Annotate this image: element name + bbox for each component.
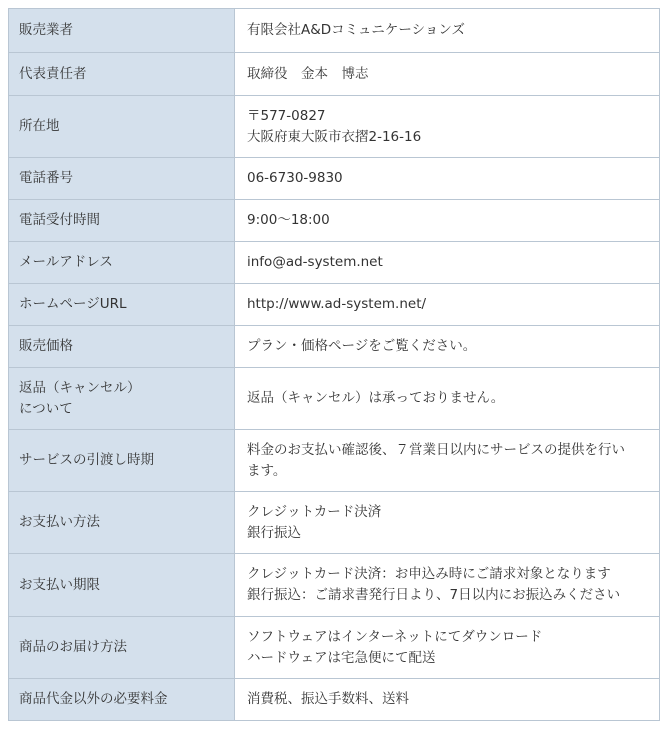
company-info-table	[8, 8, 660, 721]
row-label: お支払い方法	[9, 492, 235, 554]
table-row	[9, 158, 660, 200]
row-value: 消費税、振込手数料、送料	[235, 679, 660, 721]
row-label: 商品代金以外の必要料金	[9, 679, 235, 721]
table-row	[9, 326, 660, 368]
table-row	[9, 554, 660, 617]
row-value: 〒577-0827 大阪府東大阪市衣摺2-16-16	[235, 96, 660, 158]
row-value: 取締役 金本 博志	[235, 53, 660, 96]
row-label: 電話番号	[9, 158, 235, 200]
table-row	[9, 679, 660, 721]
row-value: 有限会社A&Dコミュニケーションズ	[235, 9, 660, 53]
row-label: 販売価格	[9, 326, 235, 368]
row-value: 料金のお支払い確認後、７営業日以内にサービスの提供を行い ます。	[235, 430, 660, 492]
table-row	[9, 96, 660, 158]
row-label: サービスの引渡し時期	[9, 430, 235, 492]
row-value: 返品（キャンセル）は承っておりません。	[235, 368, 660, 430]
row-label: 商品のお届け方法	[9, 617, 235, 679]
email-text: info@ad-system.net	[247, 254, 383, 270]
table-row	[9, 492, 660, 554]
row-value: 06-6730-9830	[235, 158, 660, 200]
table-row	[9, 284, 660, 326]
table-row	[9, 9, 660, 53]
homepage-url-text: http://www.ad-system.net/	[247, 296, 427, 312]
row-value: ソフトウェアはインターネットにてダウンロード ハードウェアは宅急便にて配送	[235, 617, 660, 679]
row-label: 代表責任者	[9, 53, 235, 96]
row-label: メールアドレス	[9, 242, 235, 284]
row-value	[235, 284, 660, 326]
row-label: 販売業者	[9, 9, 235, 53]
table-row	[9, 200, 660, 242]
table-row	[9, 368, 660, 430]
table-row	[9, 242, 660, 284]
row-value: クレジットカード決済：お申込み時にご請求対象となります 銀行振込：ご請求書発行日より、7日以内にお振込みください	[235, 554, 660, 617]
row-value	[235, 242, 660, 284]
row-value: クレジットカード決済 銀行振込	[235, 492, 660, 554]
row-label: 所在地	[9, 96, 235, 158]
table-row	[9, 53, 660, 96]
row-label: 返品（キャンセル） について	[9, 368, 235, 430]
table-row	[9, 617, 660, 679]
row-label: お支払い期限	[9, 554, 235, 617]
row-value: 9:00～18:00	[235, 200, 660, 242]
table-row	[9, 430, 660, 492]
row-label: ホームページURL	[9, 284, 235, 326]
row-label: 電話受付時間	[9, 200, 235, 242]
row-value: プラン・価格ページをご覧ください。	[235, 326, 660, 368]
